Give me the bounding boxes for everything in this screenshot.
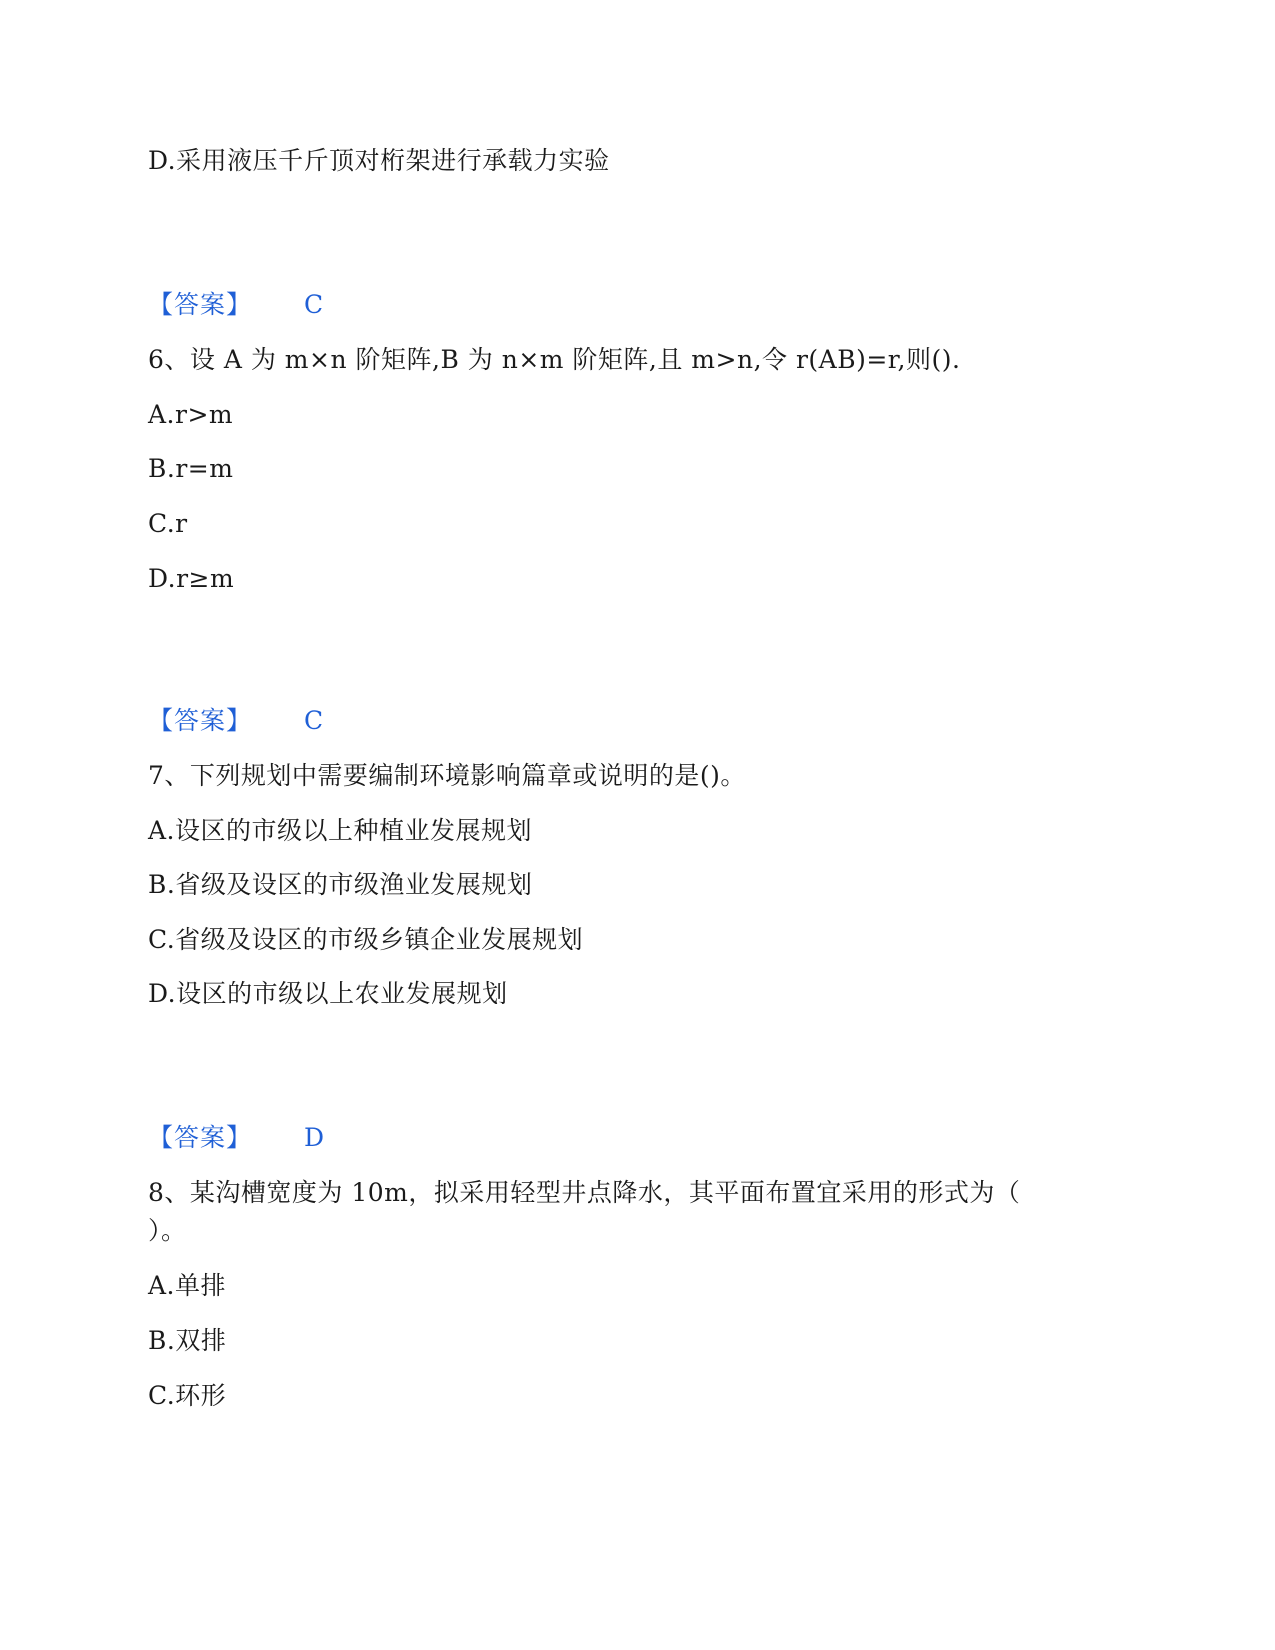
- q7-option-a: A.设区的市级以上种植业发展规划: [148, 816, 533, 845]
- q8-option-a: A.单排: [148, 1271, 227, 1300]
- q5-option-d: D.采用液压千斤顶对桁架进行承载力实验: [148, 146, 610, 175]
- q6-option-c: C.r: [148, 509, 188, 538]
- q6-option-b: B.r=m: [148, 454, 234, 483]
- q7-option-c: C.省级及设区的市级乡镇企业发展规划: [148, 925, 584, 954]
- q6-stem: 6、设 A 为 m×n 阶矩阵,B 为 n×m 阶矩阵,且 m>n,令 r(AB)=r,则().: [148, 345, 961, 374]
- q6-option-d: D.r≥m: [148, 564, 235, 593]
- q7-option-b: B.省级及设区的市级渔业发展规划: [148, 870, 533, 899]
- answer-value: D: [304, 1123, 325, 1152]
- q7-option-d: D.设区的市级以上农业发展规划: [148, 979, 508, 1008]
- q7-stem: 7、下列规划中需要编制环境影响篇章或说明的是()。: [148, 761, 746, 790]
- answer-tag: 【答案】: [148, 290, 253, 319]
- q8-stem-line-1: 8、某沟槽宽度为 10m，拟采用轻型井点降水，其平面布置宜采用的形式为（: [148, 1178, 1021, 1207]
- answer-value: C: [304, 706, 324, 735]
- q8-option-b: B.双排: [148, 1326, 227, 1355]
- q8-stem-line-2: ）。: [148, 1216, 187, 1245]
- q7-answer: [148, 1122, 324, 1154]
- q6-answer: [148, 705, 323, 737]
- q5-answer: [148, 289, 323, 321]
- answer-value: C: [304, 290, 324, 319]
- answer-tag: 【答案】: [148, 706, 253, 735]
- q8-option-c: C.环形: [148, 1381, 227, 1410]
- answer-tag: 【答案】: [148, 1123, 253, 1152]
- q6-option-a: A.r>m: [148, 400, 234, 429]
